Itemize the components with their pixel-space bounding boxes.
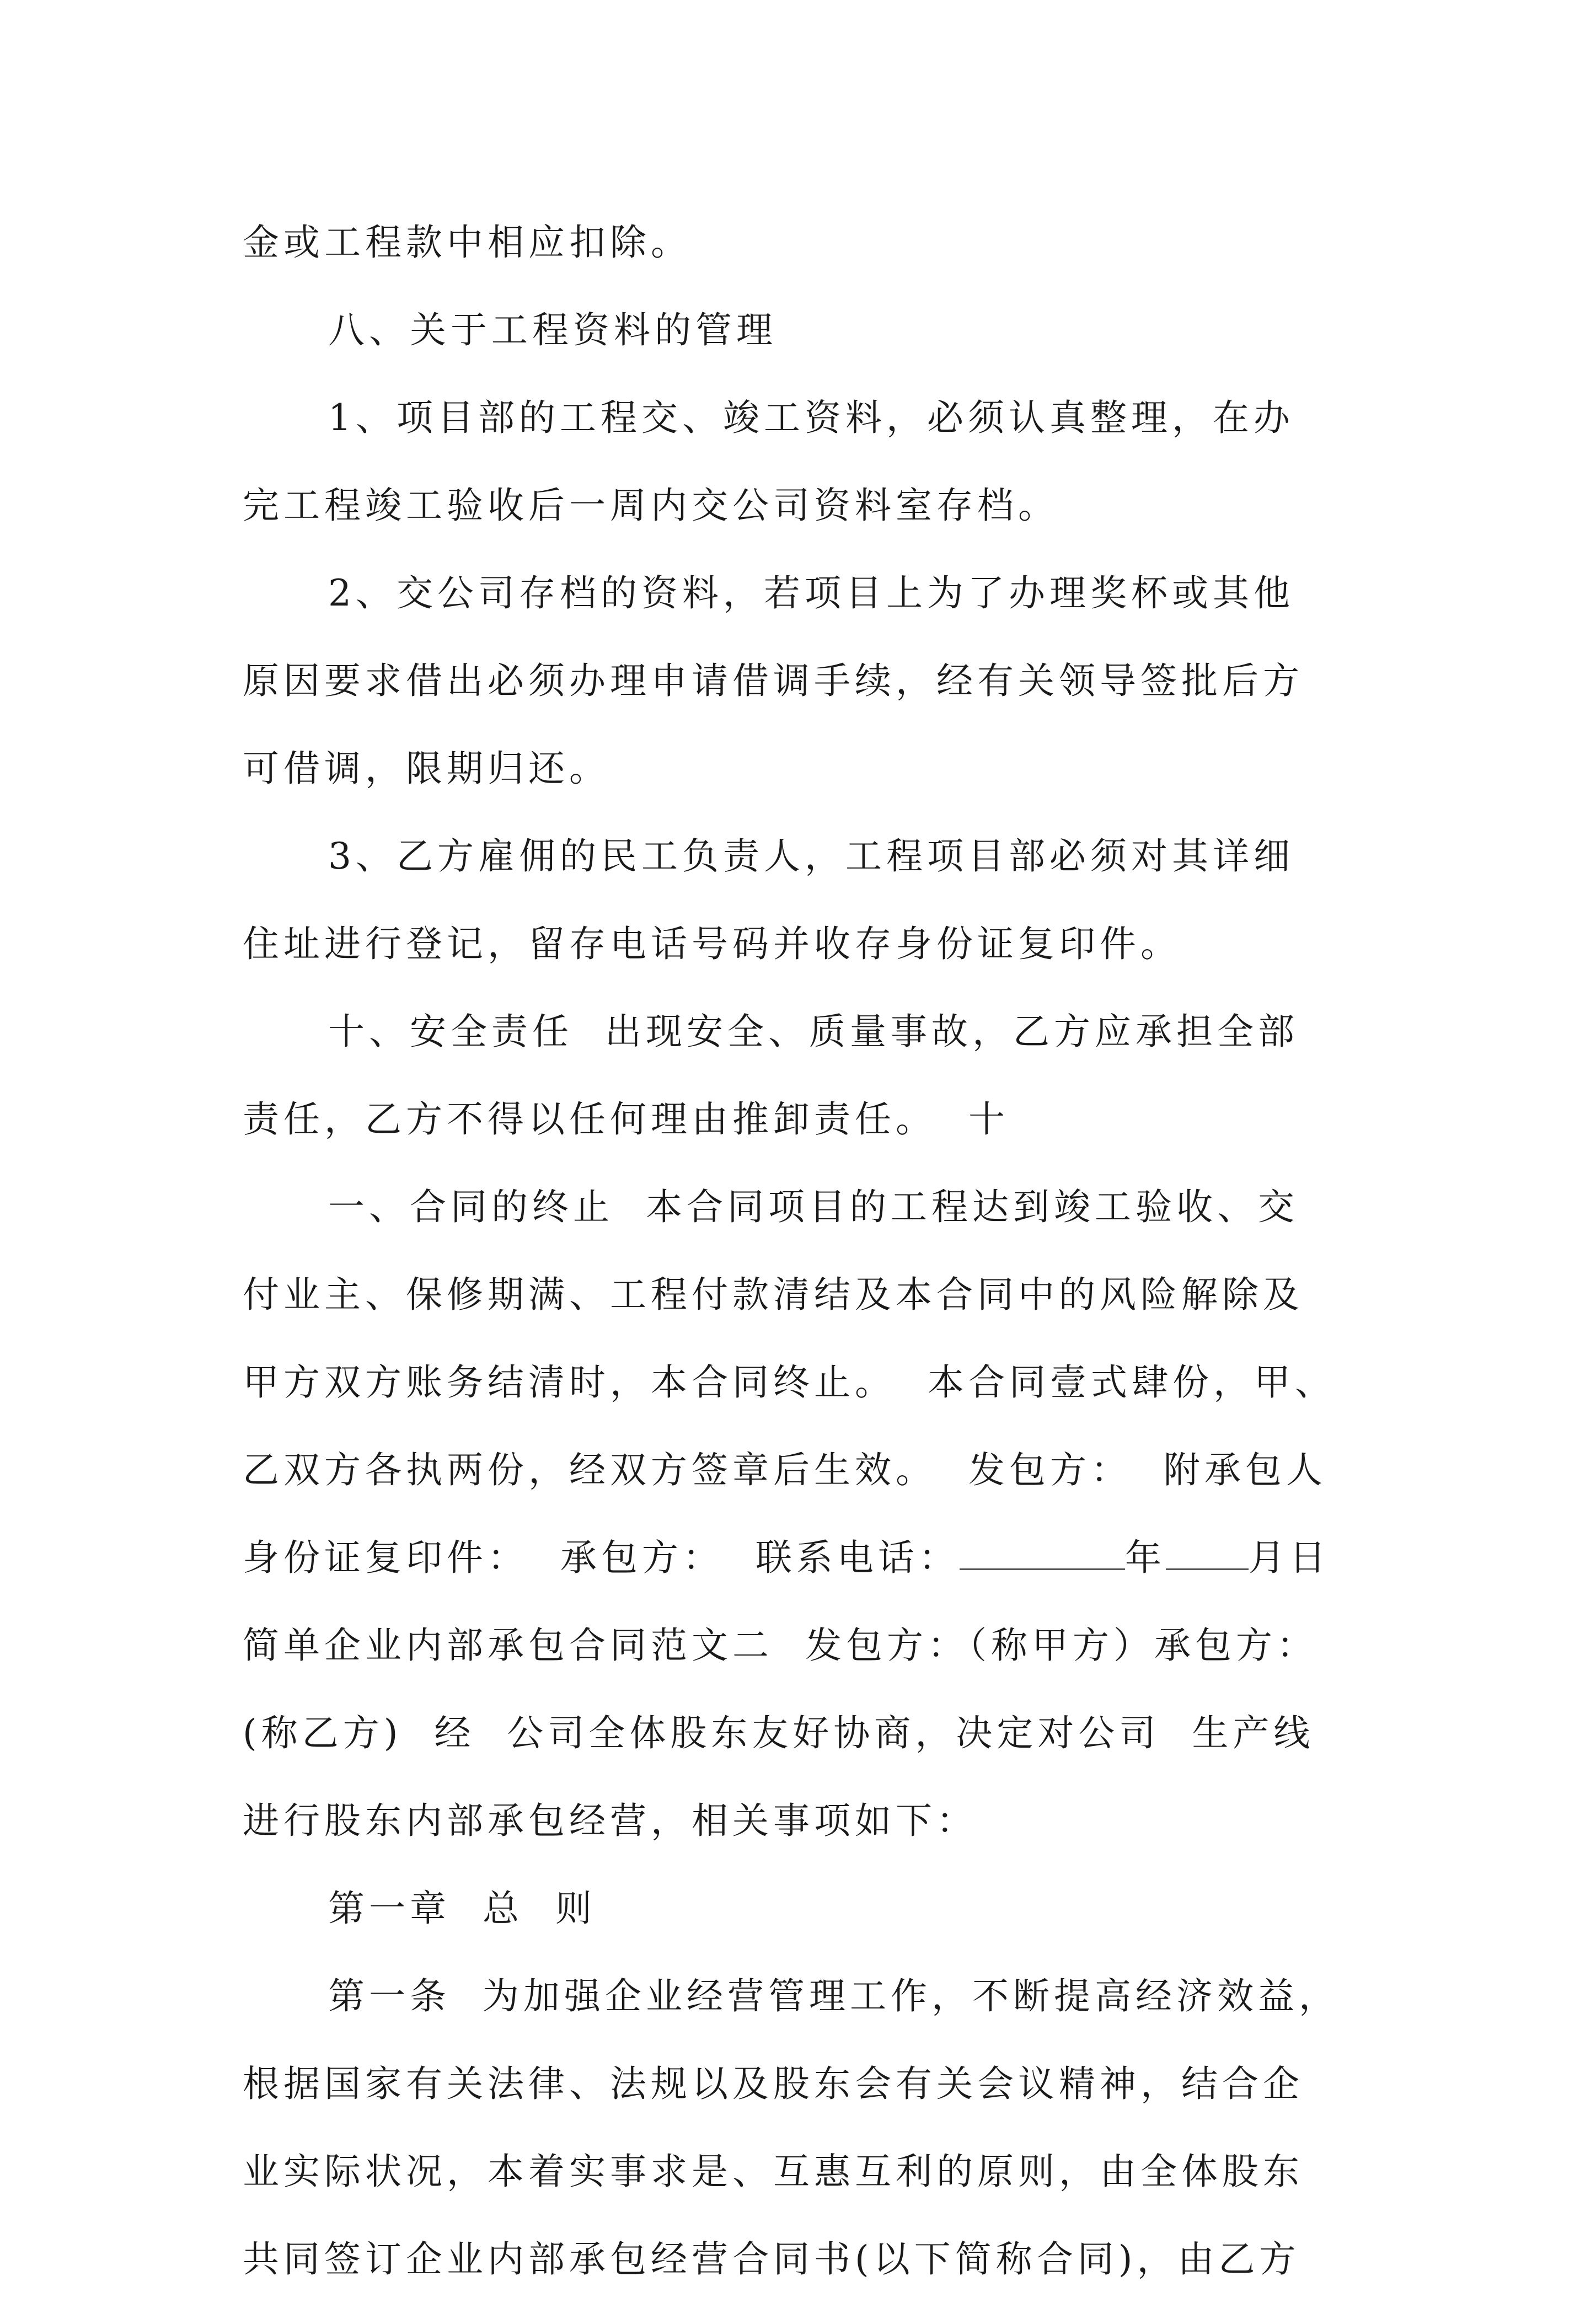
body-line: 简单企业内部承包合同范文二 发包方：（称甲方）承包方： [243,1624,1317,1667]
body-line: 乙双方各执两份，经双方签章后生效。 发包方： 附承包人 [243,1449,1327,1491]
document-body [243,199,1368,2303]
body-line: 2、交公司存档的资料，若项目上为了办理奖杯或其他 [328,572,1294,614]
body-line: 一、合同的终止 本合同项目的工程达到竣工验收、交 [328,1186,1299,1228]
contact-prefix: 身份证复印件： 承包方： 联系电话： [243,1536,960,1579]
body-line: 原因要求借出必须办理申请借调手续，经有关领导签批后方 [243,660,1304,702]
body-line: (称乙方) 经 公司全体股东友好协商，决定对公司 生产线 [243,1712,1315,1754]
body-line: 完工程竣工验收后一周内交公司资料室存档。 [243,484,1059,527]
month-day-label: 月日 [1248,1536,1330,1579]
body-line: 3、乙方雇佣的民工负责人，工程项目部必须对其详细 [328,835,1294,877]
body-line: 十、安全责任 出现安全、质量事故，乙方应承担全部 [328,1010,1299,1053]
month-blank [1166,1535,1249,1570]
signature-date-line [243,1514,1368,1602]
body-line: 共同签订企业内部承包经营合同书(以下简称合同)，由乙方 [243,2238,1300,2280]
body-line: 可借调，限期归还。 [243,747,610,790]
year-label: 年 [1124,1536,1166,1579]
body-line: 金或工程款中相应扣除。 [243,221,692,264]
body-line: 付业主、保修期满、工程付款清结及本合同中的风险解除及 [243,1273,1304,1316]
body-line: 甲方双方账务结清时，本合同终止。 本合同壹式肆份，甲、 [243,1361,1336,1404]
year-blank [960,1535,1125,1570]
body-line: 业实际状况，本着实事求是、互惠互利的原则，由全体股东 [243,2150,1304,2193]
body-line: 进行股东内部承包经营，相关事项如下： [243,1799,977,1842]
body-line: 第一条 为加强企业经营管理工作，不断提高经济效益， [328,1975,1340,2017]
body-line: 1、项目部的工程交、竣工资料，必须认真整理，在办 [328,397,1294,439]
section-heading: 八、关于工程资料的管理 [328,309,777,351]
body-line: 住址进行登记，留存电话号码并收存身份证复印件。 [243,923,1181,965]
body-line: 责任，乙方不得以任何理由推卸责任。 十 [243,1098,1009,1140]
body-line: 根据国家有关法律、法规以及股东会有关会议精神，结合企 [243,2063,1304,2105]
chapter-heading: 第一章 总 则 [328,1887,596,1930]
